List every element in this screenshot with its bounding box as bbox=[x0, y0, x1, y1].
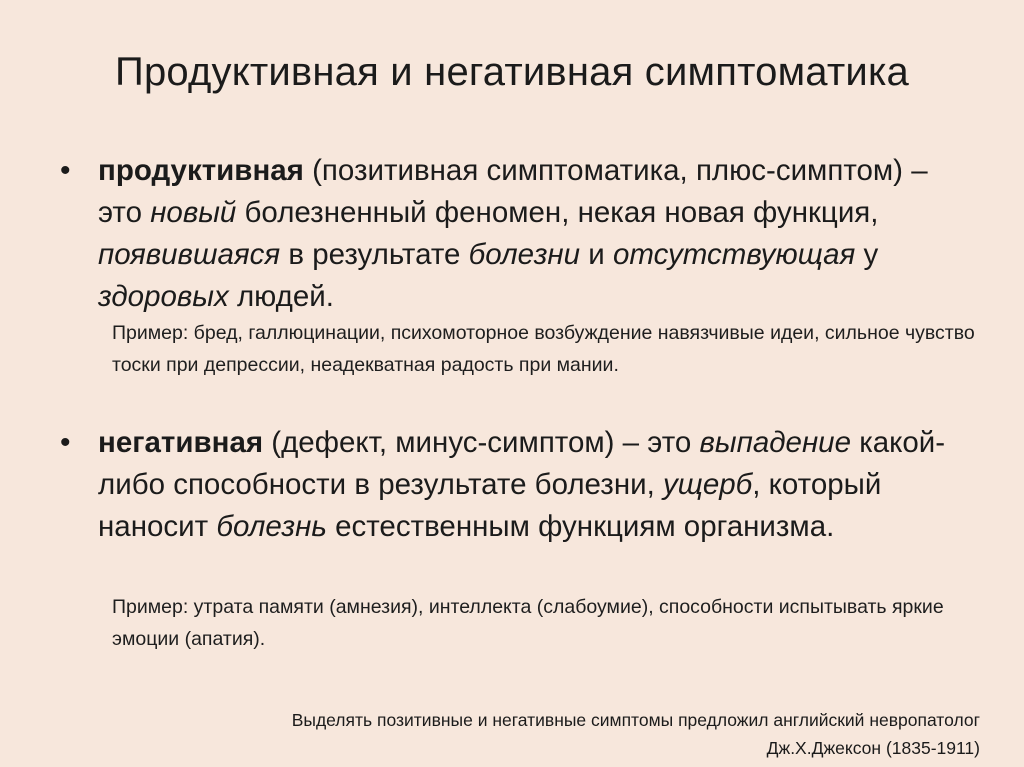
italic-segment: здоровых bbox=[98, 280, 229, 313]
bullet-negative bbox=[60, 422, 960, 548]
slide-title: Продуктивная и негативная симптоматика bbox=[115, 50, 909, 94]
italic-segment: появившаяся bbox=[98, 238, 281, 271]
italic-segment: новый bbox=[150, 196, 237, 229]
bullet-negative-text bbox=[98, 422, 948, 548]
text-segment: людей. bbox=[228, 280, 334, 313]
bullet-productive bbox=[60, 150, 960, 318]
term-negative: негативная bbox=[98, 426, 264, 459]
term-productive: продуктивная bbox=[98, 154, 304, 187]
text-segment: (позитивная симптоматика, плюс-симптом) – это bbox=[98, 154, 928, 229]
text-segment: естественным функциям организма. bbox=[326, 510, 835, 543]
italic-segment: болезни bbox=[468, 238, 581, 271]
footnote-line-1: Выделять позитивные и негативные симптомы предложил английский невропатолог bbox=[291, 710, 980, 730]
text-segment: у bbox=[855, 238, 879, 271]
italic-segment: ущерб bbox=[662, 468, 753, 501]
example-productive: Пример: бред, галлюцинации, психомоторное возбуждение навязчивые идеи, сильное чувство тоски при депрессии, неадекватная радость при мании. bbox=[112, 322, 975, 376]
italic-segment: болезнь bbox=[216, 510, 327, 543]
bullet-productive-text bbox=[98, 150, 948, 318]
text-segment: в результате bbox=[280, 238, 469, 271]
footnote bbox=[80, 706, 980, 762]
bullet-marker: • bbox=[60, 426, 71, 459]
example-negative: Пример: утрата памяти (амнезия), интеллекта (слабоумие), способности испытывать яркие эмоции (апатия). bbox=[112, 596, 944, 650]
bullet-marker: • bbox=[60, 154, 71, 187]
text-segment: (дефект, минус-симптом) – это bbox=[263, 426, 700, 459]
text-segment: , который наносит bbox=[98, 468, 882, 543]
text-segment: какой-либо способности в результате болезни, bbox=[98, 426, 946, 501]
italic-segment: отсутствующая bbox=[612, 238, 856, 271]
text-segment: и bbox=[580, 238, 613, 271]
text-segment: болезненный феномен, некая новая функция, bbox=[236, 196, 879, 229]
footnote-line-2: Дж.Х.Джексон (1835-1911) bbox=[766, 738, 980, 758]
italic-segment: выпадение bbox=[699, 426, 851, 459]
